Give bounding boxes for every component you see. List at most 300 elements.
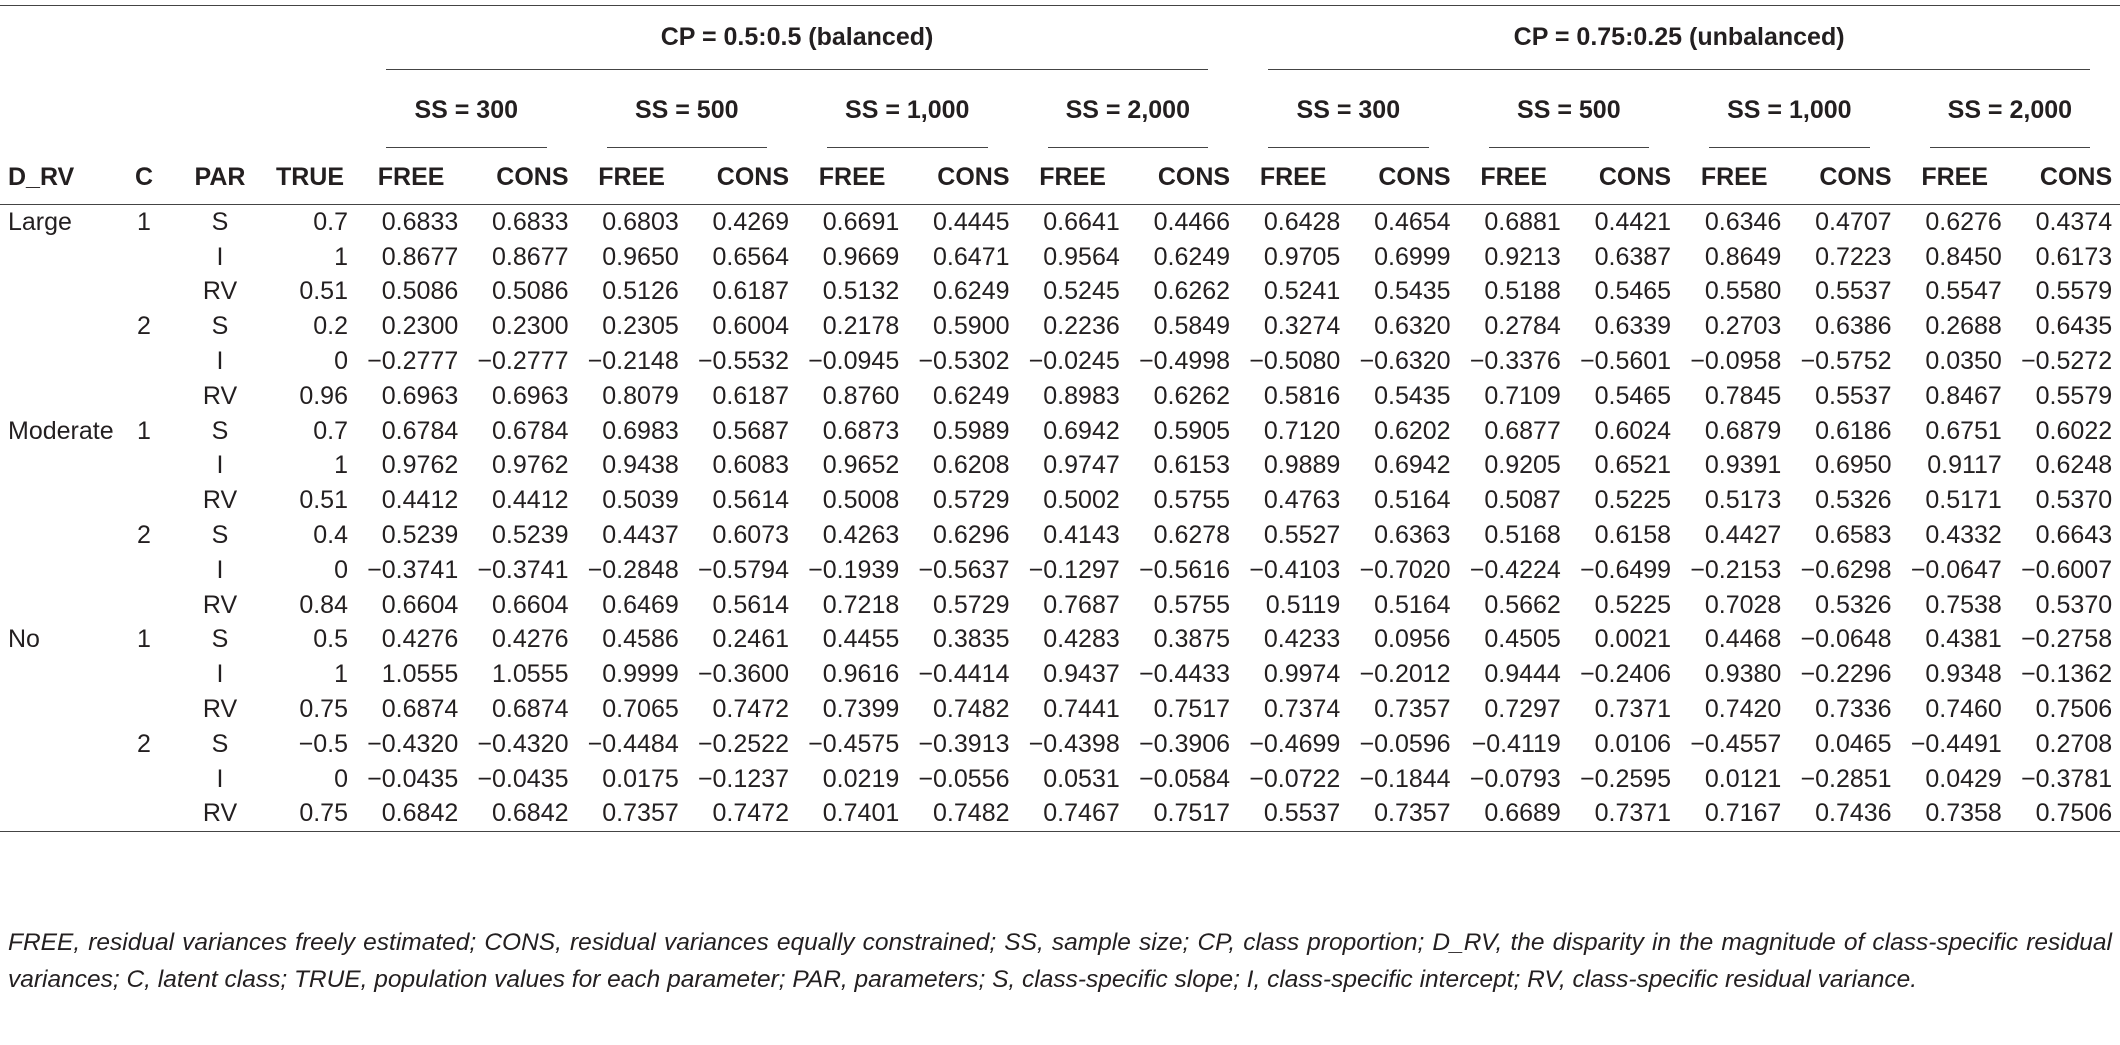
cell-cons-estimate: 0.3875 xyxy=(1153,625,1231,654)
cell-cons-estimate: 0.6187 xyxy=(712,381,789,410)
cell-cons-estimate: −0.6007 xyxy=(2021,555,2113,584)
cell-cons-estimate: 0.5326 xyxy=(1815,590,1892,619)
cell-free-estimate: 0.9437 xyxy=(1043,660,1120,689)
cell-free-estimate: 0.7374 xyxy=(1263,695,1341,724)
cell-free-estimate: −0.0958 xyxy=(1690,347,1782,376)
cell-cons-estimate: 0.2461 xyxy=(712,625,789,654)
col-header-c: C xyxy=(112,148,176,205)
cell-cons-estimate: 0.6248 xyxy=(2035,451,2113,480)
cell-cons-estimate: 0.6471 xyxy=(933,242,1010,271)
cell-cons-estimate: 0.6874 xyxy=(492,695,569,724)
cell-d-rv: Large xyxy=(8,207,72,236)
ss-header: SS = 500 xyxy=(577,70,798,148)
cell-cons-estimate: 0.5755 xyxy=(1153,590,1231,619)
cell-free-estimate: 0.2688 xyxy=(1925,312,2002,341)
cell-cons-estimate: 0.6583 xyxy=(1815,521,1892,550)
cell-true-value: 0.7 xyxy=(313,207,348,236)
col-header-free: FREE xyxy=(1238,148,1348,205)
cell-free-estimate: 0.4276 xyxy=(381,625,459,654)
cell-cons-estimate: 0.5435 xyxy=(1374,277,1451,306)
cell-true-value: 0.51 xyxy=(299,277,348,306)
table-row xyxy=(0,657,2120,692)
cell-cons-estimate: −0.0648 xyxy=(1800,625,1892,654)
cell-free-estimate: −0.4575 xyxy=(808,729,900,758)
cell-free-estimate: −0.2777 xyxy=(367,347,459,376)
cell-cons-estimate: 0.5579 xyxy=(2035,381,2113,410)
ss-header: SS = 2,000 xyxy=(1900,70,2120,148)
cell-free-estimate: 0.6879 xyxy=(1704,416,1782,445)
cell-free-estimate: 0.9889 xyxy=(1263,451,1341,480)
cell-d-rv xyxy=(0,518,112,553)
cell-free-estimate: 0.5537 xyxy=(1238,797,1348,832)
cell-cons-estimate: −0.0584 xyxy=(1139,764,1231,793)
cell-cons-estimate: 0.7517 xyxy=(1128,797,1238,832)
cell-cons-estimate: −0.0435 xyxy=(477,764,569,793)
col-header-par: PAR xyxy=(176,148,264,205)
col-header-cons: CONS xyxy=(466,148,576,205)
cell-free-estimate: −0.3376 xyxy=(1469,347,1561,376)
cell-free-estimate: 0.7358 xyxy=(1900,797,2010,832)
cell-free-estimate: 0.6877 xyxy=(1484,416,1561,445)
cell-cons-estimate: 0.7472 xyxy=(687,797,797,832)
cell-free-estimate: 0.2236 xyxy=(1043,312,1120,341)
cell-cons-estimate: 0.6435 xyxy=(2035,312,2113,341)
cell-free-estimate: 0.8079 xyxy=(602,381,679,410)
cell-true-value: 0.96 xyxy=(299,381,348,410)
cell-cons-estimate: 0.7371 xyxy=(1594,695,1672,724)
cell-cons-estimate: 0.6186 xyxy=(1815,416,1892,445)
cell-class xyxy=(112,692,176,727)
cell-free-estimate: 0.7687 xyxy=(1043,590,1120,619)
cell-cons-estimate: 0.7482 xyxy=(907,797,1017,832)
cell-free-estimate: 0.7538 xyxy=(1925,590,2002,619)
cell-cons-estimate: 0.4269 xyxy=(712,207,789,236)
cell-cons-estimate: 0.4654 xyxy=(1374,207,1451,236)
cell-free-estimate: −0.1297 xyxy=(1028,555,1120,584)
cell-parameter: S xyxy=(211,312,229,341)
cell-cons-estimate: 0.5729 xyxy=(933,486,1010,515)
cell-free-estimate: −0.0793 xyxy=(1469,764,1561,793)
col-header-free: FREE xyxy=(356,148,466,205)
cell-parameter: RV xyxy=(202,381,238,410)
cell-free-estimate: 0.8649 xyxy=(1704,242,1782,271)
table-row xyxy=(0,762,2120,797)
cell-cons-estimate: 0.5849 xyxy=(1153,312,1231,341)
cell-cons-estimate: −0.2851 xyxy=(1800,764,1892,793)
cell-true-value: 0.75 xyxy=(299,695,348,724)
cell-free-estimate: 0.2703 xyxy=(1704,312,1782,341)
cell-class xyxy=(112,553,176,588)
cell-free-estimate: 0.9974 xyxy=(1263,660,1341,689)
cell-free-estimate: 0.9999 xyxy=(602,660,679,689)
cell-true-value: 1 xyxy=(334,242,348,271)
cell-free-estimate: −0.5080 xyxy=(1249,347,1341,376)
cell-parameter: RV xyxy=(202,277,238,306)
cell-free-estimate: 0.5173 xyxy=(1704,486,1782,515)
cell-cons-estimate: 0.7517 xyxy=(1153,695,1231,724)
cell-free-estimate: 0.9205 xyxy=(1484,451,1561,480)
cell-free-estimate: 0.9213 xyxy=(1484,242,1561,271)
cell-cons-estimate: 0.4276 xyxy=(492,625,569,654)
ss-header: SS = 300 xyxy=(356,70,577,148)
col-header-free: FREE xyxy=(1679,148,1789,205)
cell-cons-estimate: 0.5614 xyxy=(712,486,789,515)
cell-true-value: 0 xyxy=(334,347,348,376)
group-header-unbalanced: CP = 0.75:0.25 (unbalanced) xyxy=(1238,0,2120,70)
cell-d-rv xyxy=(0,483,112,518)
cell-true-value: 0.75 xyxy=(264,797,356,832)
cell-free-estimate: 0.9652 xyxy=(822,451,900,480)
ss-header: SS = 300 xyxy=(1238,70,1459,148)
cell-free-estimate: 0.2305 xyxy=(602,312,679,341)
cell-cons-estimate: 0.5225 xyxy=(1594,486,1672,515)
cell-cons-estimate: 0.6643 xyxy=(2035,521,2113,550)
cell-true-value: 1 xyxy=(334,660,348,689)
cell-true-value: −0.5 xyxy=(298,729,348,758)
cell-cons-estimate: −0.0556 xyxy=(918,764,1010,793)
cell-cons-estimate: −0.2012 xyxy=(1359,660,1451,689)
cell-free-estimate: 0.9444 xyxy=(1484,660,1561,689)
cell-free-estimate: 0.0121 xyxy=(1704,764,1782,793)
cell-free-estimate: −0.4699 xyxy=(1249,729,1341,758)
cell-free-estimate: 0.6751 xyxy=(1925,416,2002,445)
cell-cons-estimate: 0.6004 xyxy=(712,312,789,341)
cell-cons-estimate: 0.4707 xyxy=(1815,207,1892,236)
cell-true-value: 0.84 xyxy=(299,590,348,619)
table-row xyxy=(0,483,2120,518)
cell-free-estimate: 0.5239 xyxy=(381,521,459,550)
cell-free-estimate: 0.5119 xyxy=(1265,590,1341,619)
cell-free-estimate: 0.8450 xyxy=(1925,242,2002,271)
cell-cons-estimate: 0.6521 xyxy=(1594,451,1672,480)
cell-d-rv xyxy=(0,762,112,797)
col-header-free: FREE xyxy=(1018,148,1128,205)
cell-cons-estimate: 0.8677 xyxy=(492,242,569,271)
cell-free-estimate: −0.4320 xyxy=(367,729,459,758)
cell-d-rv xyxy=(0,588,112,623)
cell-free-estimate: 0.6873 xyxy=(822,416,900,445)
cell-cons-estimate: 0.7223 xyxy=(1815,242,1892,271)
cell-true-value: 0.7 xyxy=(313,416,348,445)
cell-free-estimate: 0.4332 xyxy=(1925,521,2002,550)
col-header-free: FREE xyxy=(797,148,907,205)
cell-parameter: S xyxy=(211,625,229,654)
cell-cons-estimate: 0.6386 xyxy=(1815,312,1892,341)
cell-free-estimate: 0.4763 xyxy=(1263,486,1341,515)
cell-parameter: S xyxy=(211,729,229,758)
cell-cons-estimate: −0.1237 xyxy=(697,764,789,793)
cell-free-estimate: 0.2178 xyxy=(822,312,900,341)
cell-free-estimate: 1.0555 xyxy=(381,660,459,689)
col-header-true: TRUE xyxy=(264,148,356,205)
cell-cons-estimate: 0.9762 xyxy=(492,451,569,480)
table-footnote: FREE, residual variances freely estimated; CONS, residual variances equally constrained; SS, sample size; CP, class proportion; D_RV, the disparity in the magnitude of class-specific residual variances; C, latent class; TRUE, population values for each parameter; PAR, parameters; S, class-specific slope; I, class-specific intercept; RV, class-specific residual variance. xyxy=(8,929,2112,993)
cell-cons-estimate: 0.5989 xyxy=(933,416,1010,445)
cell-d-rv xyxy=(0,344,112,379)
col-header-cons: CONS xyxy=(1569,148,1679,205)
cell-free-estimate: 0.7441 xyxy=(1043,695,1120,724)
cell-free-estimate: −0.4484 xyxy=(587,729,679,758)
cell-free-estimate: 0.6469 xyxy=(602,590,679,619)
cell-free-estimate: 0.9117 xyxy=(1927,451,2002,480)
cell-cons-estimate: 0.0956 xyxy=(1374,625,1451,654)
cell-cons-estimate: −0.7020 xyxy=(1359,555,1451,584)
cell-free-estimate: 0.6689 xyxy=(1459,797,1569,832)
cell-free-estimate: 0.6881 xyxy=(1484,207,1561,236)
ss-header: SS = 2,000 xyxy=(1018,70,1239,148)
cell-class xyxy=(112,344,176,379)
cell-cons-estimate: 0.6842 xyxy=(466,797,576,832)
cell-cons-estimate: −0.3741 xyxy=(477,555,569,584)
cell-cons-estimate: 0.4374 xyxy=(2035,207,2113,236)
cell-cons-estimate: −0.2522 xyxy=(697,729,789,758)
cell-cons-estimate: −0.2296 xyxy=(1800,660,1892,689)
cell-cons-estimate: −0.5272 xyxy=(2021,347,2113,376)
cell-cons-estimate: −0.4320 xyxy=(477,729,569,758)
cell-d-rv xyxy=(0,275,112,310)
cell-free-estimate: 0.6942 xyxy=(1043,416,1120,445)
cell-cons-estimate: 0.6296 xyxy=(933,521,1010,550)
cell-class: 1 xyxy=(137,416,151,445)
cell-class xyxy=(112,657,176,692)
cell-free-estimate: −0.2148 xyxy=(587,347,679,376)
cell-parameter: I xyxy=(216,347,224,376)
cell-cons-estimate: −0.2777 xyxy=(477,347,569,376)
cell-cons-estimate: 0.6833 xyxy=(492,207,569,236)
cell-cons-estimate: 0.5370 xyxy=(2035,590,2113,619)
cell-d-rv xyxy=(0,692,112,727)
cell-free-estimate: 0.6803 xyxy=(602,207,679,236)
cell-cons-estimate: 0.7357 xyxy=(1374,695,1451,724)
cell-free-estimate: 0.5171 xyxy=(1925,486,2002,515)
table-row xyxy=(0,623,2120,658)
cell-free-estimate: 0.5087 xyxy=(1484,486,1561,515)
cell-free-estimate: 0.7460 xyxy=(1925,695,2002,724)
cell-free-estimate: 0.4412 xyxy=(381,486,459,515)
cell-cons-estimate: 0.4421 xyxy=(1594,207,1672,236)
cell-parameter: I xyxy=(216,451,224,480)
cell-free-estimate: 0.5580 xyxy=(1704,277,1782,306)
cell-cons-estimate: 0.0106 xyxy=(1594,729,1672,758)
cell-cons-estimate: 0.7506 xyxy=(2010,797,2120,832)
cell-free-estimate: 0.9705 xyxy=(1263,242,1341,271)
cell-free-estimate: 0.8467 xyxy=(1925,381,2002,410)
col-header-free: FREE xyxy=(577,148,687,205)
cell-cons-estimate: 0.6173 xyxy=(2035,242,2113,271)
cell-free-estimate: 0.5816 xyxy=(1263,381,1341,410)
cell-free-estimate: 0.5245 xyxy=(1043,277,1120,306)
cell-class xyxy=(112,588,176,623)
cell-free-estimate: 0.5168 xyxy=(1484,521,1561,550)
cell-free-estimate: 0.4586 xyxy=(602,625,679,654)
cell-free-estimate: 0.6842 xyxy=(356,797,466,832)
cell-free-estimate: 0.4505 xyxy=(1484,625,1561,654)
cell-d-rv xyxy=(0,727,112,762)
group-header-balanced: CP = 0.5:0.5 (balanced) xyxy=(356,0,1238,70)
cell-cons-estimate: −0.5637 xyxy=(918,555,1010,584)
cell-cons-estimate: 0.7506 xyxy=(2035,695,2113,724)
cell-cons-estimate: −0.3781 xyxy=(2021,764,2113,793)
cell-free-estimate: 0.4427 xyxy=(1704,521,1782,550)
ss-header: SS = 500 xyxy=(1459,70,1680,148)
cell-cons-estimate: 0.5326 xyxy=(1815,486,1892,515)
cell-free-estimate: −0.0647 xyxy=(1910,555,2002,584)
cell-class xyxy=(112,240,176,275)
cell-parameter: RV xyxy=(202,590,238,619)
cell-cons-estimate: 0.6278 xyxy=(1153,521,1231,550)
cell-free-estimate: 0.6276 xyxy=(1925,207,2002,236)
cell-cons-estimate: 0.6249 xyxy=(1153,242,1231,271)
cell-free-estimate: −0.2153 xyxy=(1690,555,1782,584)
cell-cons-estimate: 0.7482 xyxy=(933,695,1010,724)
cell-class: 2 xyxy=(137,521,151,550)
cell-free-estimate: 0.7467 xyxy=(1018,797,1128,832)
cell-cons-estimate: 0.2708 xyxy=(2035,729,2113,758)
cell-cons-estimate: 0.5225 xyxy=(1594,590,1672,619)
cell-free-estimate: 0.7357 xyxy=(577,797,687,832)
cell-free-estimate: −0.4557 xyxy=(1690,729,1782,758)
cell-free-estimate: 0.9391 xyxy=(1704,451,1782,480)
table-row xyxy=(0,727,2120,762)
cell-cons-estimate: −0.4433 xyxy=(1139,660,1231,689)
cell-cons-estimate: 0.6249 xyxy=(933,381,1010,410)
cell-cons-estimate: −0.2758 xyxy=(2021,625,2113,654)
cell-free-estimate: −0.0722 xyxy=(1249,764,1341,793)
cell-cons-estimate: −0.5794 xyxy=(697,555,789,584)
cell-cons-estimate: 0.7472 xyxy=(712,695,789,724)
cell-free-estimate: 0.5547 xyxy=(1925,277,2002,306)
cell-d-rv: Moderate xyxy=(8,416,114,445)
cell-free-estimate: 0.6604 xyxy=(381,590,459,619)
cell-free-estimate: 0.4437 xyxy=(602,521,679,550)
table-row xyxy=(0,275,2120,310)
cell-free-estimate: 0.5008 xyxy=(822,486,900,515)
cell-cons-estimate: 0.6564 xyxy=(712,242,789,271)
header-row-groups xyxy=(0,0,2120,70)
cell-free-estimate: 0.4263 xyxy=(822,521,900,550)
cell-free-estimate: −0.0945 xyxy=(808,347,900,376)
cell-cons-estimate: 0.5905 xyxy=(1153,416,1231,445)
cell-free-estimate: 0.8983 xyxy=(1043,381,1120,410)
cell-true-value: 0 xyxy=(334,764,348,793)
table-row xyxy=(0,518,2120,553)
cell-free-estimate: 0.7120 xyxy=(1263,416,1341,445)
table-body xyxy=(0,205,2120,832)
cell-true-value: 0.4 xyxy=(313,521,348,550)
cell-cons-estimate: 0.5239 xyxy=(492,521,569,550)
cell-free-estimate: 0.9650 xyxy=(602,242,679,271)
cell-cons-estimate: −0.3600 xyxy=(697,660,789,689)
cell-class: 2 xyxy=(137,312,151,341)
header-row-sample-sizes xyxy=(0,70,2120,148)
table-row xyxy=(0,205,2120,240)
cell-cons-estimate: 0.5900 xyxy=(933,312,1010,341)
cell-cons-estimate: 0.5687 xyxy=(712,416,789,445)
cell-d-rv xyxy=(0,379,112,414)
cell-cons-estimate: 0.6249 xyxy=(933,277,1010,306)
cell-free-estimate: 0.6963 xyxy=(381,381,459,410)
cell-free-estimate: 0.8760 xyxy=(822,381,900,410)
cell-cons-estimate: 0.6024 xyxy=(1594,416,1672,445)
table-row xyxy=(0,414,2120,449)
cell-free-estimate: 0.6641 xyxy=(1043,207,1120,236)
cell-class xyxy=(112,449,176,484)
table-row xyxy=(0,449,2120,484)
cell-cons-estimate: 0.7336 xyxy=(1815,695,1892,724)
table-row xyxy=(0,240,2120,275)
cell-free-estimate: 0.7065 xyxy=(602,695,679,724)
cell-free-estimate: 0.0531 xyxy=(1043,764,1120,793)
table-row xyxy=(0,309,2120,344)
cell-cons-estimate: 0.6202 xyxy=(1374,416,1451,445)
table-row xyxy=(0,344,2120,379)
cell-d-rv xyxy=(0,449,112,484)
cell-parameter: S xyxy=(211,416,229,445)
col-header-cons: CONS xyxy=(1128,148,1238,205)
col-header-free: FREE xyxy=(1900,148,2010,205)
table-row xyxy=(0,588,2120,623)
cell-free-estimate: 0.4283 xyxy=(1043,625,1120,654)
cell-cons-estimate: 0.5614 xyxy=(712,590,789,619)
cell-d-rv: No xyxy=(8,625,40,654)
table-row xyxy=(0,692,2120,727)
cell-cons-estimate: 0.5729 xyxy=(933,590,1010,619)
cell-cons-estimate: −0.1362 xyxy=(2021,660,2113,689)
cell-cons-estimate: 0.4445 xyxy=(933,207,1010,236)
cell-class xyxy=(112,379,176,414)
cell-cons-estimate: 0.5537 xyxy=(1815,277,1892,306)
cell-class xyxy=(112,762,176,797)
cell-cons-estimate: 0.6022 xyxy=(2035,416,2113,445)
cell-true-value: 0.5 xyxy=(313,625,348,654)
cell-cons-estimate: −0.2595 xyxy=(1580,764,1672,793)
cell-class: 1 xyxy=(137,207,151,236)
cell-cons-estimate: −0.1844 xyxy=(1359,764,1451,793)
cell-free-estimate: −0.4119 xyxy=(1471,729,1561,758)
cell-cons-estimate: 0.4466 xyxy=(1153,207,1231,236)
cell-cons-estimate: −0.5532 xyxy=(697,347,789,376)
cell-free-estimate: −0.4398 xyxy=(1028,729,1120,758)
cell-free-estimate: 0.6784 xyxy=(381,416,459,445)
cell-cons-estimate: 0.6387 xyxy=(1594,242,1672,271)
ss-header: SS = 1,000 xyxy=(797,70,1018,148)
cell-cons-estimate: 0.6187 xyxy=(712,277,789,306)
cell-d-rv xyxy=(0,553,112,588)
cell-cons-estimate: −0.0596 xyxy=(1359,729,1451,758)
cell-free-estimate: 0.9348 xyxy=(1925,660,2002,689)
col-header-d-rv: D_RV xyxy=(0,148,112,205)
cell-cons-estimate: 0.5370 xyxy=(2035,486,2113,515)
cell-cons-estimate: 0.6073 xyxy=(712,521,789,550)
cell-free-estimate: 0.9747 xyxy=(1043,451,1120,480)
cell-class xyxy=(112,483,176,518)
cell-cons-estimate: 0.6999 xyxy=(1374,242,1451,271)
cell-free-estimate: 0.9762 xyxy=(381,451,459,480)
cell-cons-estimate: −0.5302 xyxy=(918,347,1010,376)
cell-cons-estimate: 0.5755 xyxy=(1153,486,1231,515)
cell-cons-estimate: 0.5465 xyxy=(1594,277,1672,306)
cell-free-estimate: 0.2784 xyxy=(1484,312,1561,341)
cell-free-estimate: 0.3274 xyxy=(1263,312,1341,341)
cell-cons-estimate: 0.6942 xyxy=(1374,451,1451,480)
cell-cons-estimate: 0.6320 xyxy=(1374,312,1451,341)
cell-d-rv xyxy=(0,657,112,692)
cell-d-rv xyxy=(0,797,112,832)
cell-free-estimate: 0.7297 xyxy=(1484,695,1561,724)
cell-cons-estimate: 0.6153 xyxy=(1153,451,1231,480)
cell-parameter: RV xyxy=(202,486,238,515)
header-row-columns xyxy=(0,148,2120,205)
